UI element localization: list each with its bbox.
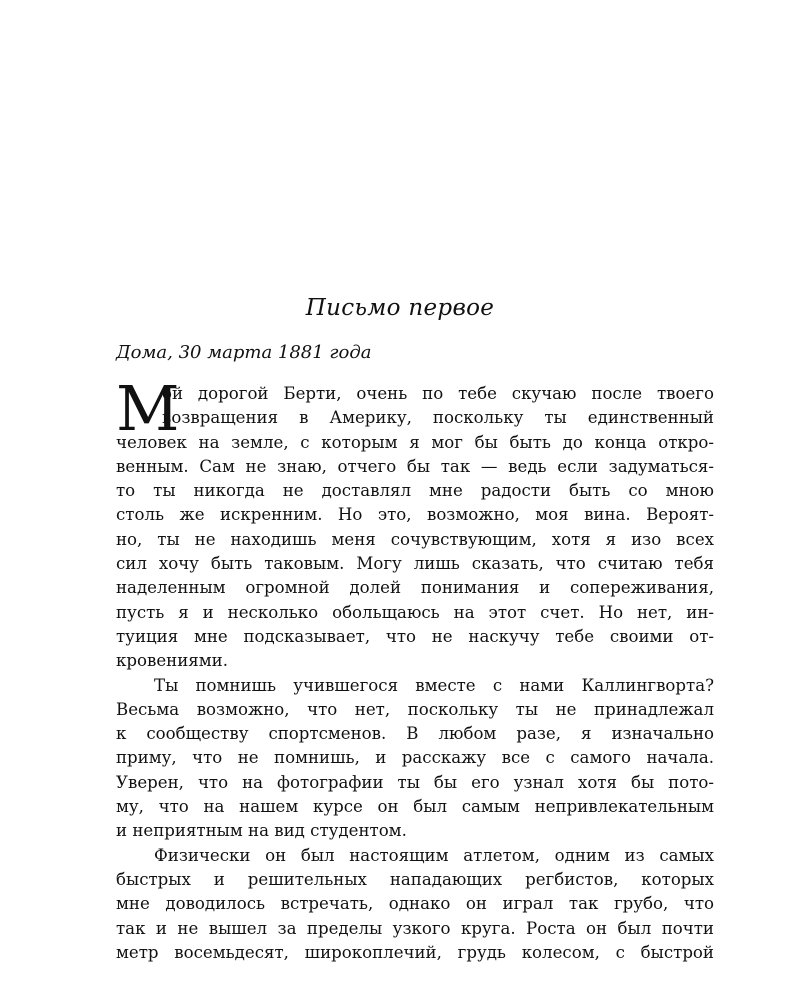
text-line: возвращения в Америку, поскольку ты единственный [162,408,714,428]
text-line: метр восемьдесят, широкоплечий, грудь колесом, с быстрой [116,942,714,962]
paragraph-3 [116,844,714,965]
paragraph-2 [116,674,714,844]
text-line: быстрых и решительных нападающих регбистов, которых [116,869,714,889]
text-line: кровениями. [116,651,228,671]
text-line: то ты никогда не доставлял мне радости быть со мною [116,481,714,501]
text-line: приму, что не помнишь, и расскажу все с самого начала. [116,748,714,768]
text-line: столь же искренним. Но это, возможно, моя вина. Вероят- [116,505,714,525]
text-line: наделенным огромной долей понимания и сопереживания, [116,578,714,598]
text-line: сил хочу быть таковым. Могу лишь сказать, что считаю тебя [116,554,714,574]
text-line: к сообществу спортсменов. В любом разе, я изначально [116,724,714,744]
dateline: Дома, 30 марта 1881 года [116,342,372,363]
drop-cap: М [116,372,180,445]
text-line: венным. Сам не знаю, отчего бы так — ведь если задуматься- [116,456,714,476]
text-line: так и не вышел за пределы узкого круга. Роста он был почти [116,918,714,938]
text-line: ой дорогой Берти, очень по тебе скучаю после твоего [162,384,714,403]
text-line: мне доводилось встречать, однако он играл так грубо, что [116,894,714,914]
chapter-title: Письмо первое [305,295,495,321]
text-line: человек на земле, с которым я мог бы быть до конца откро- [116,432,714,452]
text-line: Физически он был настоящим атлетом, одним из самых [154,845,714,865]
text-line: Весьма возможно, что нет, поскольку ты не принадлежал [116,699,714,719]
body-text [116,372,714,965]
text-line: му, что на нашем курсе он был самым непривлекательным [116,797,714,817]
text-line: туиция мне подсказывает, что не наскучу тебе своими от- [116,626,714,646]
text-line: пусть я и несколько обольщаюсь на этот счет. Но нет, ин- [116,602,714,622]
paragraph-1 [116,372,714,674]
text-line: и неприятным на вид студентом. [116,821,407,841]
text-line: Ты помнишь учившегося вместе с нами Каллингворта? [154,675,714,695]
text-line: но, ты не находишь меня сочувствующим, хотя я изо всех [116,529,714,549]
text-line: Уверен, что на фотографии ты бы его узнал хотя бы пото- [116,772,714,792]
